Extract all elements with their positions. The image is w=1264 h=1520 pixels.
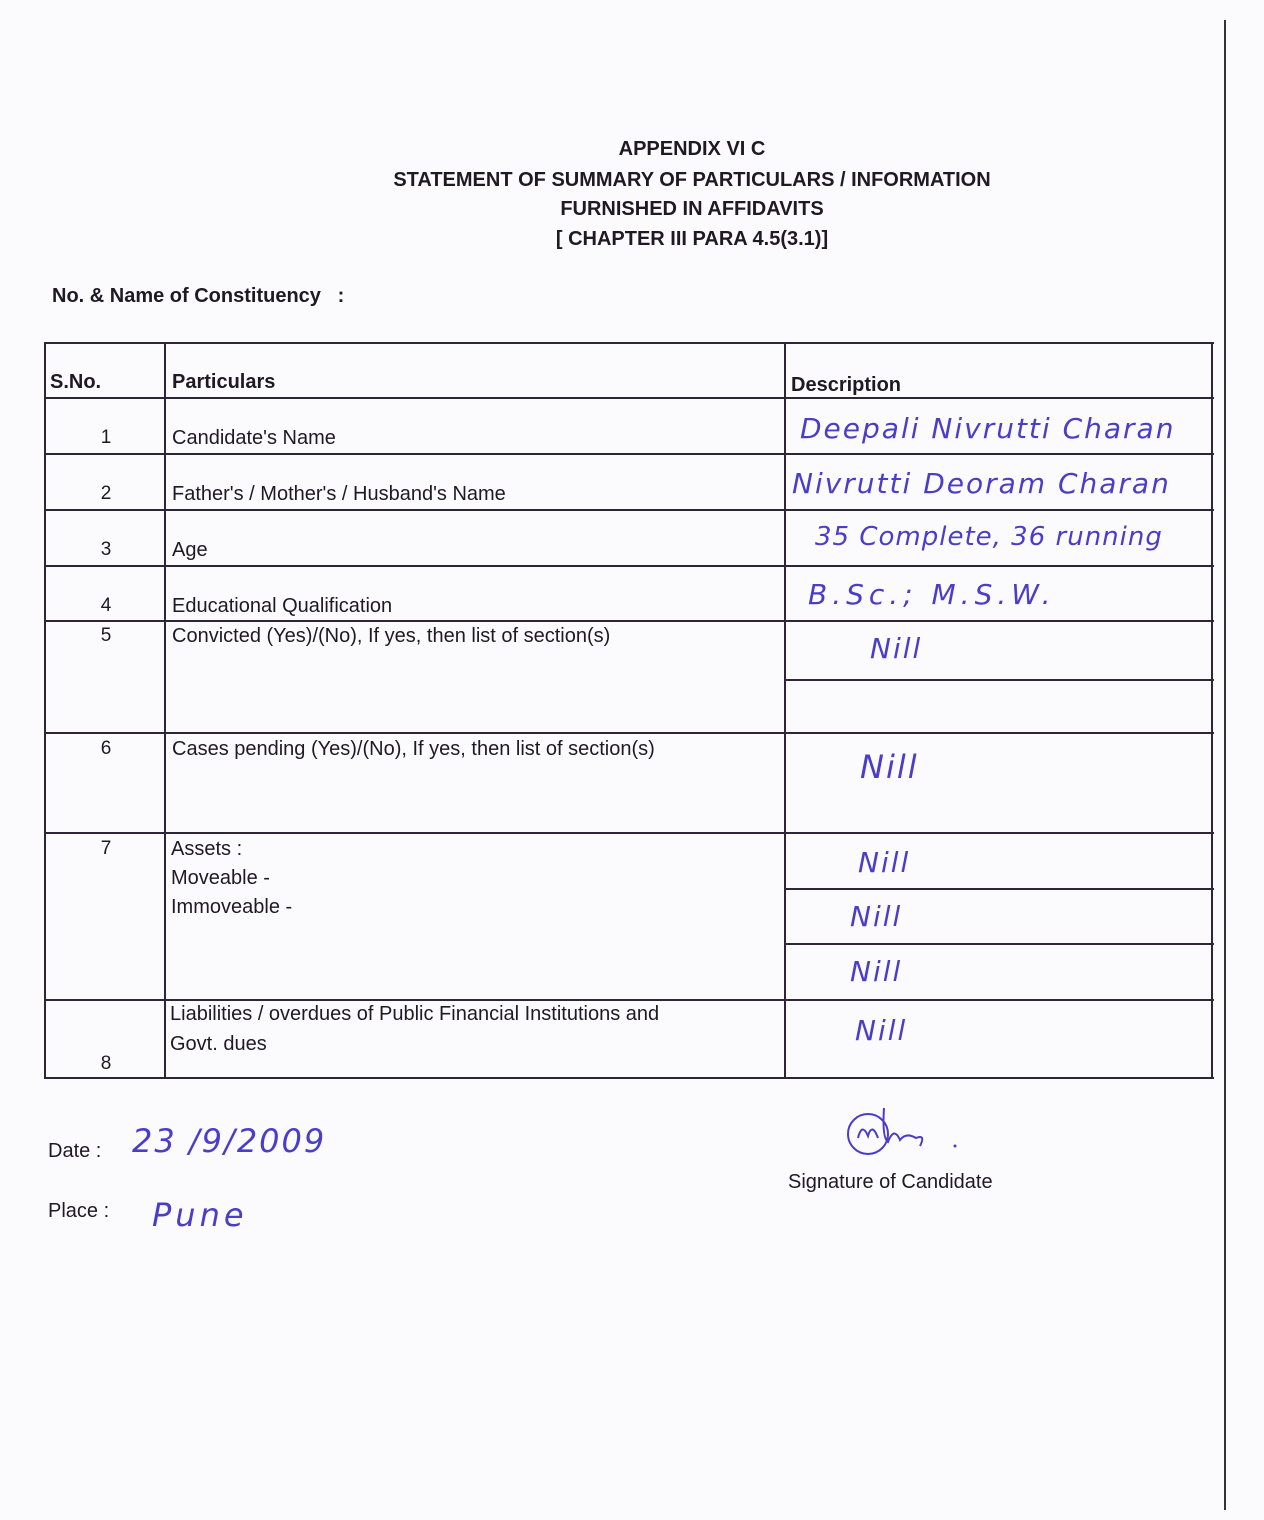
statement-subtitle: FURNISHED IN AFFIDAVITS bbox=[560, 198, 824, 220]
sno-1: 1 bbox=[100, 427, 112, 448]
particular-7: Assets : bbox=[171, 838, 243, 860]
description-7-moveable: Nill bbox=[850, 900, 903, 933]
description-1: Deepali Nivrutti Charan bbox=[800, 412, 1176, 445]
date-value: 23 /9/2009 bbox=[132, 1122, 327, 1160]
particular-2: Father's / Mother's / Husband's Name bbox=[172, 483, 506, 505]
particular-4: Educational Qualification bbox=[172, 595, 393, 617]
date-label: Date : bbox=[48, 1140, 102, 1162]
particular-5: Convicted (Yes)/(No), If yes, then list of section(s) bbox=[172, 625, 611, 647]
header-particulars: Particulars bbox=[172, 371, 276, 393]
constituency-label: No. & Name of Constituency : bbox=[52, 285, 345, 307]
particular-3: Age bbox=[172, 539, 208, 561]
signature-label: Signature of Candidate bbox=[788, 1171, 993, 1193]
sno-6: 6 bbox=[100, 738, 112, 759]
description-3: 35 Complete, 36 running bbox=[815, 522, 1163, 552]
description-6: Nill bbox=[860, 748, 919, 786]
place-label: Place : bbox=[48, 1200, 110, 1222]
sno-3: 3 bbox=[100, 539, 112, 560]
description-7-immoveable: Nill bbox=[850, 955, 903, 988]
description-7-assets: Nill bbox=[858, 846, 911, 879]
particular-7-moveable: Moveable - bbox=[171, 867, 270, 889]
particular-8: Liabilities / overdues of Public Financial Institutions and bbox=[170, 1003, 660, 1025]
sno-5: 5 bbox=[100, 625, 112, 646]
particular-7-immoveable: Immoveable - bbox=[171, 896, 293, 918]
header-description: Description bbox=[791, 374, 902, 396]
appendix-title: APPENDIX VI C bbox=[618, 138, 766, 160]
place-value: Pune bbox=[152, 1196, 248, 1234]
description-5: Nill bbox=[870, 632, 923, 665]
particular-1: Candidate's Name bbox=[172, 427, 336, 449]
description-8: Nill bbox=[855, 1014, 908, 1047]
candidate-signature bbox=[840, 1098, 980, 1158]
particular-6: Cases pending (Yes)/(No), If yes, then list of section(s) bbox=[172, 738, 655, 760]
header-sno: S.No. bbox=[50, 371, 102, 393]
sno-2: 2 bbox=[100, 483, 112, 504]
sno-4: 4 bbox=[100, 595, 112, 616]
chapter-reference: [ CHAPTER III PARA 4.5(3.1)] bbox=[555, 228, 829, 250]
description-2: Nivrutti Deoram Charan bbox=[792, 467, 1171, 500]
statement-title: STATEMENT OF SUMMARY OF PARTICULARS / INFORMATION bbox=[393, 169, 991, 191]
particular-8-line2: Govt. dues bbox=[170, 1033, 267, 1055]
description-4: B.Sc.; M.S.W. bbox=[808, 578, 1056, 611]
sno-7: 7 bbox=[100, 838, 112, 859]
sno-8: 8 bbox=[100, 1053, 112, 1074]
